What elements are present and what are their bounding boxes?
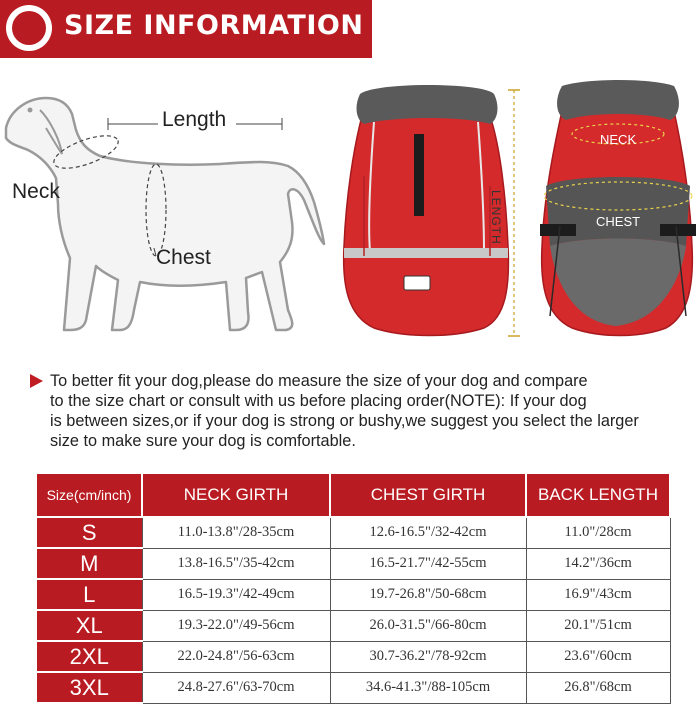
header-back-length: BACK LENGTH [526,473,670,517]
back-cell: 26.8"/68cm [526,672,670,703]
header-neck-girth: NECK GIRTH [142,473,330,517]
size-cell: 3XL [36,672,142,703]
page-title: SIZE INFORMATION [64,10,364,41]
size-cell: XL [36,610,142,641]
table-row [36,610,670,641]
coat-neck-label: NECK [600,132,637,147]
coat-back-view [536,76,700,346]
table-header-row [36,473,670,517]
back-cell: 23.6"/60cm [526,641,670,672]
size-cell: M [36,548,142,579]
chest-cell: 26.0-31.5"/66-80cm [330,610,526,641]
back-cell: 11.0"/28cm [526,517,670,548]
note-line-3: is between sizes,or if your dog is strong or bushy,we suggest you select the larger [50,412,639,430]
coat-length-label: LENGTH [489,190,503,245]
size-cell: L [36,579,142,610]
circle-icon [6,5,52,51]
table-row [36,672,670,703]
coat-back-illustration [536,76,700,346]
fit-note [30,371,690,451]
note-line-4: size to make sure your dog is comfortable. [50,432,356,450]
header-banner [0,0,372,58]
table-row [36,579,670,610]
neck-label: Neck [12,180,60,203]
table-row [36,517,670,548]
coat-chest-label: CHEST [596,214,641,229]
size-chart-table [35,472,671,704]
header-size: Size(cm/inch) [36,473,142,517]
back-cell: 20.1"/51cm [526,610,670,641]
length-label: Length [162,108,227,131]
neck-cell: 24.8-27.6"/63-70cm [142,672,330,703]
chest-cell: 30.7-36.2"/78-92cm [330,641,526,672]
neck-cell: 19.3-22.0"/49-56cm [142,610,330,641]
chest-cell: 12.6-16.5"/32-42cm [330,517,526,548]
table-row [36,641,670,672]
chest-cell: 16.5-21.7"/42-55cm [330,548,526,579]
neck-cell: 13.8-16.5"/35-42cm [142,548,330,579]
size-cell: S [36,517,142,548]
neck-cell: 22.0-24.8"/56-63cm [142,641,330,672]
neck-cell: 16.5-19.3"/42-49cm [142,579,330,610]
triangle-arrow-icon [30,374,43,388]
header-chest-girth: CHEST GIRTH [330,473,526,517]
note-line-2: to the size chart or consult with us before placing order(NOTE): If your dog [50,392,587,410]
chest-label: Chest [156,246,211,269]
note-line-1: To better fit your dog,please do measure the size of your dog and compare [50,372,588,390]
chest-cell: 19.7-26.8"/50-68cm [330,579,526,610]
table-row [36,548,670,579]
back-cell: 16.9"/43cm [526,579,670,610]
chest-cell: 34.6-41.3"/88-105cm [330,672,526,703]
size-cell: 2XL [36,641,142,672]
back-cell: 14.2"/36cm [526,548,670,579]
dog-measurement-diagram [0,80,330,350]
neck-cell: 11.0-13.8"/28-35cm [142,517,330,548]
